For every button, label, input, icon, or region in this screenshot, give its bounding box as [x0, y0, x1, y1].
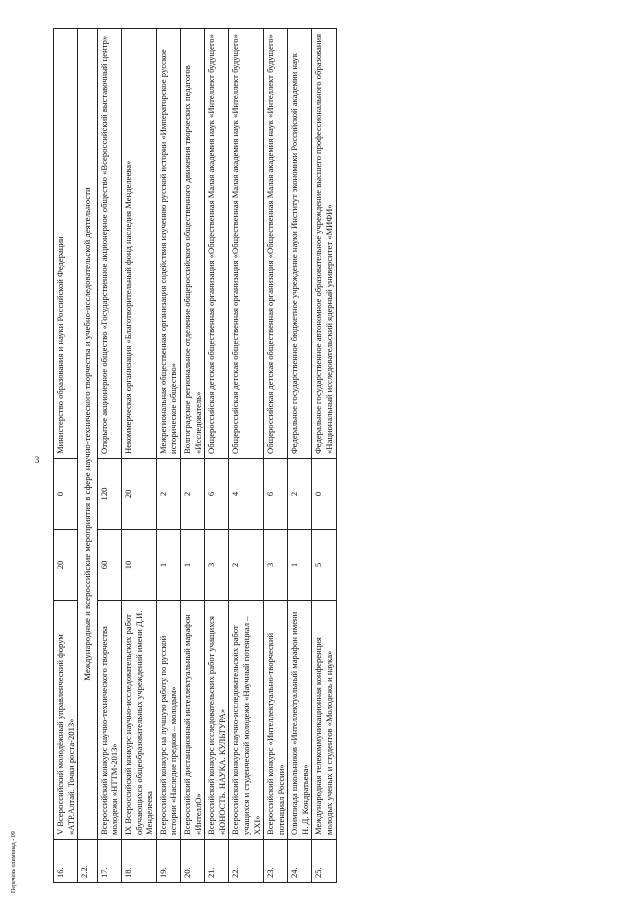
section-title: Международные и всероссийские мероприятия в сфере научно-технического творчества и учебно-исследовательской деятельности [78, 29, 98, 840]
event-name: Всероссийский конкурс научно-технического творчества молодежи «НТТМ-2013» [97, 601, 121, 840]
events-table [53, 28, 337, 883]
value-col-1: 3 [264, 530, 288, 601]
row-number: 22. [229, 840, 264, 883]
organizer: Федеральное государственное бюджетное учреждение науки Институт экономики Российской академии наук [288, 29, 312, 459]
value-col-1: 1 [156, 530, 180, 601]
value-col-2: 6 [264, 459, 288, 530]
organizer: Общероссийская детская общественная организация «Общественная Малая академия наук «Интеллект будущего» [264, 29, 288, 459]
value-col-2: 4 [229, 459, 264, 530]
organizer: Общероссийская детская общественная организация «Общественная Малая академия наук «Интеллект будущего» [229, 29, 264, 459]
row-number: 20. [180, 840, 204, 883]
event-name: V Всероссийский молодёжный управленческий форум «АТР.Алтай. Точки роста-2013» [54, 601, 78, 840]
table-row [312, 29, 336, 883]
table-row [229, 29, 264, 883]
value-col-1: 5 [312, 530, 336, 601]
table-row [288, 29, 312, 883]
value-col-2: 0 [312, 459, 336, 530]
organizer: Открытое акционерное общество «Государственное акционерное общество «Всероссийский выставочный центр» [97, 29, 121, 459]
row-number: 21. [205, 840, 229, 883]
organizer: Волгоградское региональное отделение общероссийского общественного движения творческих педагогов «Исследователь» [180, 29, 204, 459]
value-col-1: 3 [205, 530, 229, 601]
event-name: Олимпиада школьников «Интеллектуальный марафон имени Н. Д. Кондратьева» [288, 601, 312, 840]
event-name: Всероссийский конкурс научно-исследовательских работ учащихся и студенческой молодежи «Научный потенциал – XXI» [229, 601, 264, 840]
rotated-table-container [53, 28, 558, 883]
event-name: Всероссийский конкурс исследовательских работ учащихся «ЮНОСТЬ. НАУКА. КУЛЬТУРА» [205, 601, 229, 840]
row-number: 25. [312, 840, 336, 883]
event-name: IX Всероссийский конкурс научно-исследовательских работ обучающихся общеобразовательных учреждений имени Д.И. Менделеева [121, 601, 156, 840]
organizer: Общероссийская детская общественная организация «Общественная Малая академия наук «Интеллект будущего» [205, 29, 229, 459]
value-col-1: 20 [54, 530, 78, 601]
section-number: 2.2. [78, 840, 98, 883]
table-row [264, 29, 288, 883]
value-col-2: 120 [97, 459, 121, 530]
table-row [54, 29, 78, 883]
event-name: Международная телекоммуникационная конференция молодых ученых и студентов «Молодежь и наука» [312, 601, 336, 840]
page-number: 3 [34, 455, 40, 465]
organizer: Межрегиональная общественная организация содействия изучению русской истории «Императорское русское историческое общество» [156, 29, 180, 459]
value-col-1: 60 [97, 530, 121, 601]
row-number: 16. [54, 840, 78, 883]
event-name: Всероссийский конкурс на лучшую работу по русской истории «Наследие предков – молодым» [156, 601, 180, 840]
value-col-2: 2 [288, 459, 312, 530]
value-col-1: 1 [288, 530, 312, 601]
row-number: 24. [288, 840, 312, 883]
table-row [121, 29, 156, 883]
row-number: 18. [121, 840, 156, 883]
organizer: Министерство образования и науки Российской Федерации [54, 29, 78, 459]
value-col-2: 2 [180, 459, 204, 530]
table-row [97, 29, 121, 883]
value-col-1: 1 [180, 530, 204, 601]
organizer: Некоммерческая организация «Благотворительный фонд наследия Менделеева» [121, 29, 156, 459]
event-name: Всероссийский конкурс «Интеллектуально-творческий потенциал России» [264, 601, 288, 840]
value-col-1: 10 [121, 530, 156, 601]
table-row [156, 29, 180, 883]
row-number: 23. [264, 840, 288, 883]
table-row [205, 29, 229, 883]
value-col-2: 0 [54, 459, 78, 530]
value-col-2: 2 [156, 459, 180, 530]
footer-note: Перечень олимпиад - 09 [11, 831, 17, 893]
table-row [180, 29, 204, 883]
row-number: 19. [156, 840, 180, 883]
row-number: 17. [97, 840, 121, 883]
section-row [78, 29, 98, 883]
organizer: Федеральное государственное автономное образовательное учреждение высшего профессионального образования «Национальный исследовательский ядерный университет «МИФИ» [312, 29, 336, 459]
value-col-2: 6 [205, 459, 229, 530]
value-col-1: 2 [229, 530, 264, 601]
event-name: Всероссийский дистанционный интеллектуальный марафон «ИнтеллО» [180, 601, 204, 840]
value-col-2: 20 [121, 459, 156, 530]
